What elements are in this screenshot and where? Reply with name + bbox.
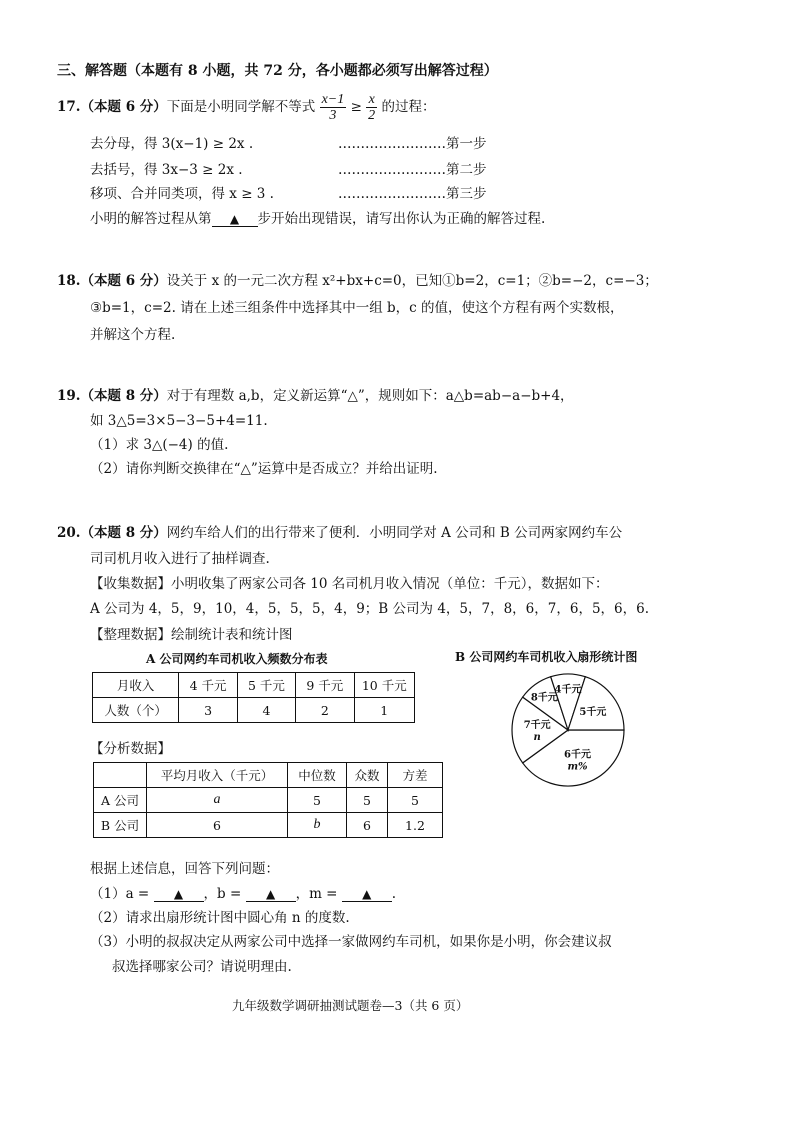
q18-line-2: ③b=1，c=2. 请在上述三组条件中选择其中一组 b，c 的值，使这个方程有两个实数根，: [90, 300, 624, 316]
q17-step-1-label: ……………………第一步: [338, 136, 487, 152]
pie-slice-label: 7千元: [523, 720, 551, 731]
q20-sub-1: （1）a = ▲ ，b = ▲ ，m = ▲ .: [90, 886, 397, 902]
pie-slice-sublabel: n: [533, 732, 541, 743]
pie-slice-sublabel: m%: [567, 761, 588, 773]
table2-row-a: A 公司 a 5 5 5: [94, 788, 443, 813]
table2: [93, 762, 443, 838]
answer-blank-a[interactable]: ▲: [154, 887, 204, 902]
q17-intro-end: 的过程：: [381, 99, 436, 115]
table2-header-row: 平均月收入（千元） 中位数 众数 方差: [94, 763, 443, 788]
q19-line-1: 19.（本题 8 分）对于有理数 a,b，定义新运算“△”，规则如下：a△b=ab−a−b+4，: [57, 388, 574, 404]
pie-slice-label: 5千元: [579, 706, 607, 718]
q20-sub-3-line-1: （3）小明的叔叔决定从两家公司中选择一家做网约车司机，如果你是小明，你会建议叔: [90, 934, 612, 950]
q19-sub-1: （1）求 3△(−4) 的值.: [90, 437, 229, 453]
answer-blank-b[interactable]: ▲: [246, 887, 296, 902]
answer-blank-m[interactable]: ▲: [342, 887, 392, 902]
table1-title: A 公司网约车司机收入频数分布表: [146, 652, 328, 666]
q17-intro: 下面是小明同学解不等式: [166, 99, 316, 115]
q20-line-2: 司司机月收入进行了抽样调查.: [90, 551, 270, 567]
q17-stem: [57, 92, 435, 123]
q20-sub-3-line-2: 叔选择哪家公司？请说明理由.: [112, 959, 292, 975]
q17-number: 17.: [57, 99, 81, 115]
answer-blank[interactable]: ▲: [212, 212, 258, 227]
q17-question: 小明的解答过程从第 ▲ 步开始出现错误，请写出你认为正确的解答过程.: [90, 211, 546, 227]
table2-row-b: B 公司 6 b 6 1.2: [94, 813, 443, 838]
pie-slice-label: 8千元: [530, 692, 558, 704]
q19-line-2: 如 3△5=3×5−3−5+4=11.: [90, 413, 268, 429]
q17-points: （本题 6 分）: [80, 99, 167, 115]
q17-step-2-label: ……………………第二步: [338, 162, 487, 178]
table1-header-row: 月收入 4 千元 5 千元 9 千元 10 千元: [93, 673, 415, 698]
q20-line-1: 20.（本题 8 分）网约车给人们的出行带来了便利．小明同学对 A 公司和 B 公司两家网约车公: [57, 525, 623, 541]
q20-collect: 【收集数据】小明收集了两家公司各 10 名司机月收入情况（单位：千元），数据如下：: [90, 576, 609, 592]
q17-step-2: 去括号，得 3x−3 ≥ 2x .: [90, 162, 243, 178]
page-footer: 九年级数学调研抽测试题卷—3（共 6 页）: [232, 998, 469, 1013]
q19-sub-2: （2）请你判断交换律在“△”运算中是否成立？并给出证明.: [90, 461, 438, 477]
section-title: 三、解答题: [57, 63, 127, 79]
q17-fraction-left: $\frac{x-1}{3}$: [321, 92, 345, 123]
pie-slice-label: 4千元: [554, 684, 582, 696]
pie-chart-title: B 公司网约车司机收入扇形统计图: [455, 650, 638, 664]
q17-ge-sign: ≥: [350, 99, 362, 115]
q17-step-3-label: ……………………第三步: [338, 186, 487, 202]
table1-data-row: 人数（个） 3 4 2 1: [93, 698, 415, 723]
q18-line-3: 并解这个方程.: [90, 327, 176, 343]
q20-organize: 【整理数据】绘制统计表和统计图: [90, 627, 293, 643]
table1: [92, 672, 415, 723]
q17-step-3: 移项、合并同类项，得 x ≥ 3 .: [90, 186, 274, 202]
pie-slice-label: 6千元: [564, 749, 591, 761]
q20-sub-2: （2）请求出扇形统计图中圆心角 n 的度数.: [90, 910, 350, 926]
q17-step-1: 去分母，得 3(x−1) ≥ 2x .: [90, 136, 254, 152]
section-heading: [57, 60, 498, 80]
q20-analyze-head: 【分析数据】: [90, 741, 171, 757]
q18-line-1: 18.（本题 6 分）设关于 x 的一元二次方程 x²+bx+c=0，已知①b=2，c=1；②b=−2，c=−3；: [57, 273, 658, 289]
section-note: （本题有 8 小题，共 72 分，各小题都必须写出解答过程）: [127, 63, 498, 79]
q17-fraction-right: $\frac{x}{2}$: [368, 92, 376, 123]
q20-prompt: 根据上述信息，回答下列问题：: [90, 861, 279, 877]
q20-data-line: A 公司为 4，5，9，10，4，5，5，5，4，9；B 公司为 4，5，7，8，6，7，6，5，6，6.: [90, 601, 649, 617]
pie-chart: [503, 665, 633, 795]
